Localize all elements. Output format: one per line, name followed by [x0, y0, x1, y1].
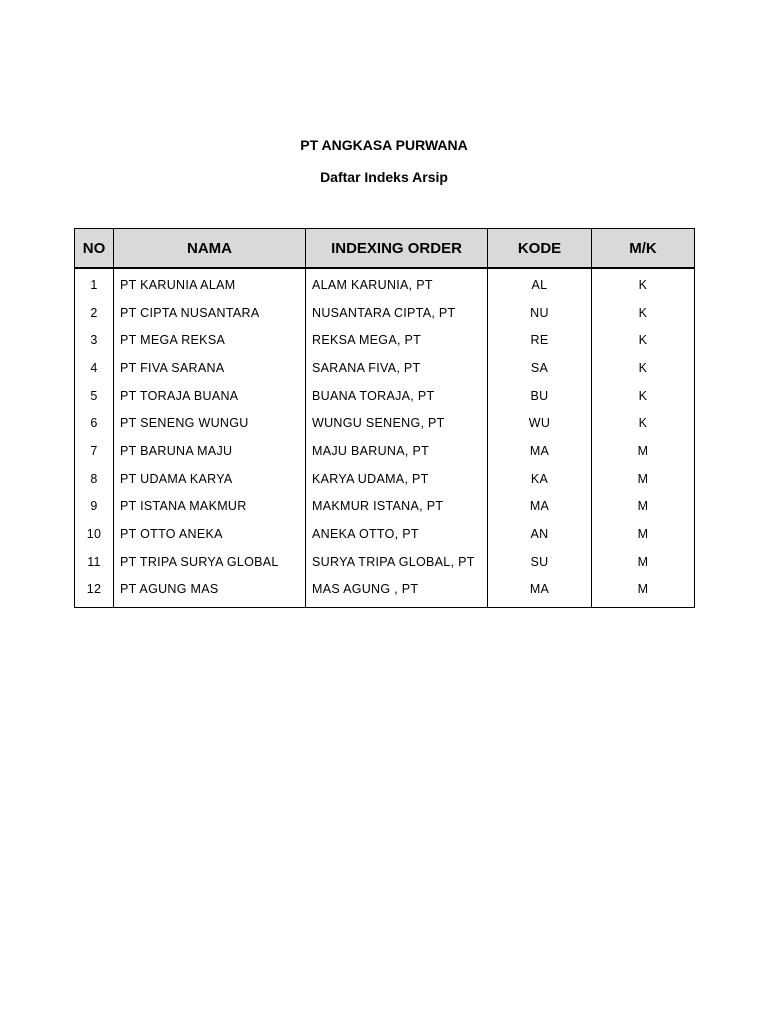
cell-no: 3 [75, 326, 114, 354]
table-row [75, 465, 695, 493]
cell-kode: SU [488, 548, 592, 576]
cell-nama: PT UDAMA KARYA [114, 465, 306, 493]
table-body [75, 268, 695, 608]
cell-no: 10 [75, 520, 114, 548]
cell-kode: SA [488, 354, 592, 382]
cell-mk: K [592, 354, 695, 382]
header-mk: M/K [592, 229, 695, 269]
cell-indexing-order: NUSANTARA CIPTA, PT [306, 299, 488, 327]
cell-nama: PT MEGA REKSA [114, 326, 306, 354]
cell-no: 7 [75, 437, 114, 465]
table-row [75, 299, 695, 327]
cell-nama: PT SENENG WUNGU [114, 409, 306, 437]
cell-nama: PT TORAJA BUANA [114, 382, 306, 410]
table-row [75, 493, 695, 521]
cell-no: 6 [75, 409, 114, 437]
cell-kode: WU [488, 409, 592, 437]
cell-indexing-order: ANEKA OTTO, PT [306, 520, 488, 548]
cell-no: 9 [75, 493, 114, 521]
cell-kode: AN [488, 520, 592, 548]
table-row [75, 354, 695, 382]
cell-no: 2 [75, 299, 114, 327]
cell-mk: K [592, 382, 695, 410]
header-no: NO [75, 229, 114, 269]
cell-mk: M [592, 520, 695, 548]
cell-kode: BU [488, 382, 592, 410]
table-header-row [75, 229, 695, 269]
table-row [75, 268, 695, 299]
header-nama: NAMA [114, 229, 306, 269]
archive-index-table [74, 228, 695, 608]
cell-mk: M [592, 576, 695, 608]
cell-indexing-order: MAJU BARUNA, PT [306, 437, 488, 465]
cell-mk: M [592, 437, 695, 465]
cell-nama: PT ISTANA MAKMUR [114, 493, 306, 521]
cell-nama: PT CIPTA NUSANTARA [114, 299, 306, 327]
cell-mk: M [592, 465, 695, 493]
cell-mk: M [592, 548, 695, 576]
cell-kode: RE [488, 326, 592, 354]
table-row [75, 520, 695, 548]
cell-indexing-order: MAKMUR ISTANA, PT [306, 493, 488, 521]
table-row [75, 437, 695, 465]
cell-kode: MA [488, 437, 592, 465]
cell-no: 8 [75, 465, 114, 493]
cell-nama: PT FIVA SARANA [114, 354, 306, 382]
cell-nama: PT KARUNIA ALAM [114, 268, 306, 299]
cell-no: 12 [75, 576, 114, 608]
cell-indexing-order: WUNGU SENENG, PT [306, 409, 488, 437]
cell-kode: MA [488, 576, 592, 608]
cell-kode: KA [488, 465, 592, 493]
cell-mk: M [592, 493, 695, 521]
header-kode: KODE [488, 229, 592, 269]
cell-no: 11 [75, 548, 114, 576]
cell-nama: PT AGUNG MAS [114, 576, 306, 608]
cell-indexing-order: MAS AGUNG , PT [306, 576, 488, 608]
cell-indexing-order: BUANA TORAJA, PT [306, 382, 488, 410]
cell-indexing-order: REKSA MEGA, PT [306, 326, 488, 354]
table-row [75, 548, 695, 576]
cell-nama: PT BARUNA MAJU [114, 437, 306, 465]
cell-kode: NU [488, 299, 592, 327]
cell-indexing-order: ALAM KARUNIA, PT [306, 268, 488, 299]
cell-mk: K [592, 326, 695, 354]
cell-kode: MA [488, 493, 592, 521]
cell-nama: PT OTTO ANEKA [114, 520, 306, 548]
cell-indexing-order: SURYA TRIPA GLOBAL, PT [306, 548, 488, 576]
table-row [75, 382, 695, 410]
header-indexing-order: INDEXING ORDER [306, 229, 488, 269]
table-row [75, 326, 695, 354]
cell-indexing-order: SARANA FIVA, PT [306, 354, 488, 382]
cell-no: 5 [75, 382, 114, 410]
table-row [75, 409, 695, 437]
cell-mk: K [592, 409, 695, 437]
cell-no: 4 [75, 354, 114, 382]
company-title: PT ANGKASA PURWANA [300, 137, 468, 153]
cell-mk: K [592, 268, 695, 299]
cell-indexing-order: KARYA UDAMA, PT [306, 465, 488, 493]
cell-mk: K [592, 299, 695, 327]
cell-kode: AL [488, 268, 592, 299]
document-subtitle: Daftar Indeks Arsip [320, 169, 448, 185]
cell-no: 1 [75, 268, 114, 299]
cell-nama: PT TRIPA SURYA GLOBAL [114, 548, 306, 576]
table-row [75, 576, 695, 608]
